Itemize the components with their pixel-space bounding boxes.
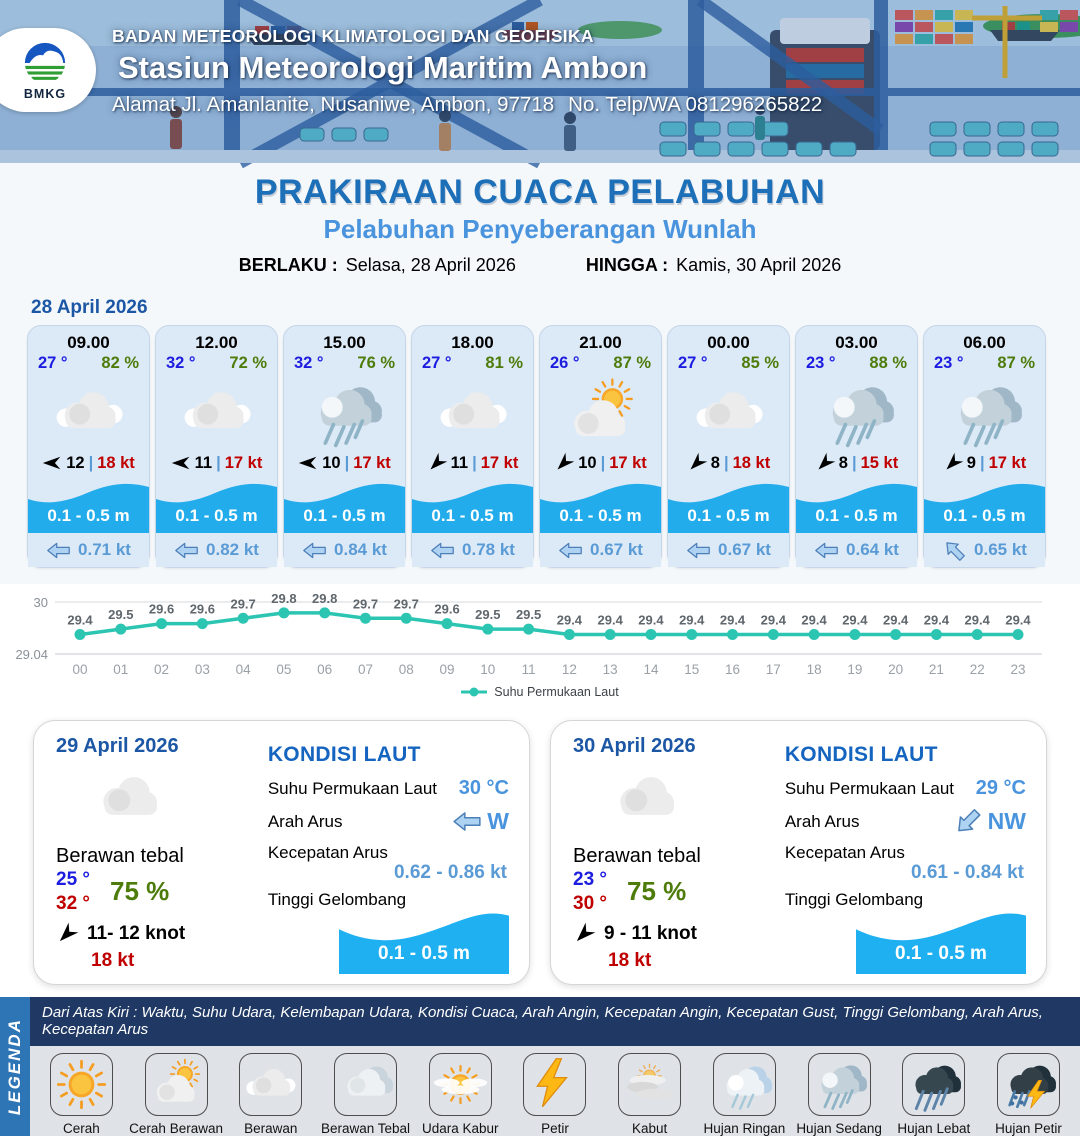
legend-item — [699, 1053, 789, 1136]
wind-direction-icon — [423, 449, 451, 477]
wind-direction-icon — [939, 449, 967, 477]
current-speed: 0.82 kt — [206, 540, 259, 559]
svg-text:29.6: 29.6 — [148, 601, 175, 617]
humidity: 87 % — [997, 354, 1035, 372]
wind-speed: 11 — [450, 453, 469, 472]
current-row — [412, 530, 533, 567]
daily-date: 29 April 2026 — [56, 735, 179, 757]
udara-kabur-icon — [429, 1053, 492, 1116]
current-direction-icon — [686, 541, 711, 560]
current-row — [284, 530, 405, 567]
chart-legend-marker-icon — [461, 687, 487, 697]
wave-height: 0.1 - 0.5 m — [559, 506, 642, 525]
current-direction-icon — [174, 541, 199, 560]
forecast-time: 15.00 — [323, 333, 366, 352]
wind-speed: 11 — [194, 453, 213, 472]
svg-text:12: 12 — [561, 662, 577, 677]
hujan-sedang-icon — [948, 376, 1022, 452]
daily-wind-speed: 11- 12 knot — [87, 922, 186, 944]
sea-conditions-title: KONDISI LAUT — [784, 743, 938, 766]
forecast-date: 28 April 2026 — [31, 297, 148, 318]
svg-text:08: 08 — [398, 662, 414, 677]
wind-gust-separator: | — [216, 453, 221, 472]
berawan-icon — [436, 376, 510, 452]
current-row — [540, 530, 661, 567]
air-temperature: 27 ° — [422, 354, 452, 372]
svg-text:29.5: 29.5 — [108, 607, 134, 623]
legend-item-label: Berawan Tebal — [320, 1121, 411, 1136]
current-row — [156, 530, 277, 567]
humidity: 81 % — [485, 354, 523, 372]
wave-height: 0.1 - 0.5 m — [303, 506, 386, 525]
sst-label: Suhu Permukaan Laut — [267, 778, 438, 798]
wave-height: 0.1 - 0.5 m — [431, 506, 514, 525]
wave-height-band — [540, 477, 661, 533]
berawan-icon — [52, 376, 126, 452]
forecast-card — [155, 325, 278, 568]
forecast-card — [539, 325, 662, 568]
daily-condition: Berawan tebal — [56, 845, 184, 867]
svg-text:29.6: 29.6 — [434, 601, 460, 617]
legend-item-label: Udara Kabur — [421, 1121, 499, 1136]
svg-text:29.5: 29.5 — [515, 607, 542, 623]
legend-item-label: Hujan Lebat — [897, 1121, 971, 1136]
daily-gust-speed: 18 kt — [91, 949, 135, 971]
hujan-sedang-icon — [808, 1053, 871, 1116]
sst-value: 30 °C — [458, 777, 509, 799]
chart-legend — [0, 682, 1080, 702]
svg-text:13: 13 — [602, 662, 618, 677]
legend-item — [510, 1053, 600, 1136]
legend-item-label: Berawan — [244, 1121, 298, 1136]
svg-text:29.4: 29.4 — [964, 612, 990, 628]
svg-text:03: 03 — [194, 662, 210, 677]
org-name: BADAN METEOROLOGI KLIMATOLOGI DAN GEOFISIKA — [112, 26, 594, 46]
wave-height-band — [28, 477, 149, 533]
wave-height-band — [156, 477, 277, 533]
forecast-time: 21.00 — [579, 333, 622, 352]
air-temperature: 32 ° — [294, 354, 324, 372]
air-temperature: 27 ° — [38, 354, 68, 372]
forecast-time: 06.00 — [963, 333, 1006, 352]
header-banner — [0, 0, 1080, 163]
forecast-time: 12.00 — [195, 333, 238, 352]
berawan-icon — [180, 376, 254, 452]
legend-item — [226, 1053, 316, 1136]
svg-text:20: 20 — [888, 662, 904, 677]
legend-item — [605, 1053, 695, 1136]
daily-date: 30 April 2026 — [573, 735, 696, 757]
svg-text:29.4: 29.4 — [760, 612, 786, 628]
air-temperature: 27 ° — [678, 354, 708, 372]
daily-current-direction-icon — [949, 803, 986, 840]
wind-row — [427, 453, 519, 473]
page-title: PRAKIRAAN CUACA PELABUHAN — [254, 173, 826, 211]
daily-gust-speed: 18 kt — [608, 949, 652, 971]
daily-humidity: 75 % — [110, 876, 170, 907]
legend-item-label: Hujan Ringan — [703, 1121, 786, 1136]
gust-speed: 18 kt — [732, 453, 771, 472]
wave-height: 0.1 - 0.5 m — [175, 506, 258, 525]
current-row — [796, 530, 917, 567]
daily-temp-min: 23 ° — [573, 869, 608, 890]
svg-text:06: 06 — [317, 662, 333, 677]
hujan-sedang-icon — [820, 376, 894, 452]
humidity: 88 % — [869, 354, 907, 372]
current-speed: 0.67 kt — [718, 540, 771, 559]
wind-direction-icon — [171, 453, 191, 473]
forecast-card — [411, 325, 534, 568]
humidity: 82 % — [101, 354, 139, 372]
daily-humidity: 75 % — [627, 876, 687, 907]
hourly-forecast-section — [0, 297, 1080, 584]
station-name: Stasiun Meteorologi Maritim Ambon — [118, 50, 648, 85]
wave-height-band — [924, 477, 1045, 533]
daily-forecast-card — [550, 720, 1047, 985]
svg-text:23: 23 — [1010, 662, 1026, 677]
svg-text:29.4: 29.4 — [923, 612, 950, 628]
forecast-card — [27, 325, 150, 568]
legend-item — [36, 1053, 126, 1136]
legend-sidebar-label: LEGENDA — [5, 1017, 24, 1116]
svg-text:29.5: 29.5 — [475, 607, 501, 623]
legend-item-label: Petir — [541, 1121, 569, 1136]
current-direction-label: Arah Arus — [784, 811, 860, 831]
svg-text:29.4: 29.4 — [882, 612, 909, 628]
forecast-time: 09.00 — [67, 333, 110, 352]
svg-text:29.6: 29.6 — [189, 601, 216, 617]
wind-speed: 10 — [322, 453, 341, 472]
daily-temp-max: 32 ° — [56, 892, 91, 914]
legend-item — [321, 1053, 411, 1136]
daily-temp-min: 25 ° — [56, 869, 91, 890]
legend-item — [984, 1053, 1074, 1136]
current-row — [668, 530, 789, 567]
daily-wave-height: 0.1 - 0.5 m — [895, 943, 987, 964]
svg-text:22: 22 — [969, 662, 985, 677]
validity-row — [0, 255, 1080, 276]
title-section — [0, 163, 1080, 297]
daily-temp-max: 30 ° — [573, 892, 608, 914]
svg-text:02: 02 — [154, 662, 170, 677]
svg-text:29.4: 29.4 — [842, 612, 868, 628]
daily-current-direction-icon — [452, 810, 482, 833]
current-speed: 0.67 kt — [590, 540, 643, 559]
daily-wave-height-box — [856, 904, 1026, 974]
bmkg-logo-text: BMKG — [23, 86, 67, 101]
legend-item — [889, 1053, 979, 1136]
humidity: 87 % — [613, 354, 651, 372]
wind-direction-icon — [811, 449, 839, 477]
wave-height-band — [284, 477, 405, 533]
berlaku-label: BERLAKU : — [238, 255, 338, 275]
gust-speed: 17 kt — [353, 453, 391, 472]
daily-wave-height-box — [339, 904, 509, 974]
wave-height: 0.1 - 0.5 m — [815, 506, 898, 525]
current-direction-icon — [430, 541, 455, 560]
petir-icon — [523, 1053, 586, 1116]
wind-row — [815, 453, 898, 473]
sst-label: Suhu Permukaan Laut — [784, 778, 955, 798]
current-row — [28, 530, 149, 567]
wind-gust-separator: | — [344, 453, 350, 472]
svg-text:29.7: 29.7 — [352, 596, 379, 612]
svg-text:30: 30 — [33, 595, 48, 610]
chart-legend-label: Suhu Permukaan Laut — [494, 685, 619, 699]
wind-row — [943, 453, 1026, 473]
current-speed: 0.71 kt — [78, 540, 131, 559]
station-phone: No. Telp/WA 081296265822 — [568, 93, 823, 116]
current-speed: 0.78 kt — [462, 540, 515, 559]
svg-text:29.4: 29.4 — [67, 612, 93, 628]
kabut-icon — [618, 1053, 681, 1116]
current-direction-icon — [558, 541, 583, 560]
legend-item-label: Cerah — [62, 1121, 100, 1136]
legend-item — [131, 1053, 221, 1136]
wind-direction-icon — [550, 449, 578, 477]
berawan-tebal-icon — [334, 1053, 397, 1116]
wind-gust-separator: | — [88, 453, 94, 472]
legend-item — [794, 1053, 884, 1136]
legend-item-label: Kabut — [632, 1121, 668, 1136]
svg-text:07: 07 — [357, 662, 373, 677]
legend-sidebar — [0, 997, 30, 1136]
gust-speed: 18 kt — [97, 453, 135, 472]
current-speed-value: 0.62 - 0.86 kt — [393, 862, 507, 883]
svg-text:04: 04 — [235, 662, 251, 677]
air-temperature: 32 ° — [166, 354, 196, 372]
berawan-icon — [692, 376, 766, 452]
svg-text:29.4: 29.4 — [801, 612, 827, 628]
air-temperature: 26 ° — [550, 354, 580, 372]
daily-wind-speed: 9 - 11 knot — [604, 922, 697, 944]
current-speed-value: 0.61 - 0.84 kt — [910, 862, 1024, 883]
humidity: 72 % — [229, 354, 267, 372]
hingga-value: Kamis, 30 April 2026 — [676, 255, 842, 275]
humidity: 85 % — [741, 354, 779, 372]
wind-direction-icon — [683, 449, 711, 477]
legend-item-label: Hujan Petir — [995, 1121, 1062, 1136]
gust-speed: 17 kt — [609, 453, 647, 472]
forecast-time: 03.00 — [835, 333, 878, 352]
station-address: Alamat Jl. Amanlanite, Nusaniwe, Ambon, 97718 — [112, 93, 555, 116]
current-direction-icon — [46, 541, 71, 560]
forecast-card — [923, 325, 1046, 568]
daily-weather-icon — [90, 760, 260, 843]
svg-text:09: 09 — [439, 662, 455, 677]
svg-text:16: 16 — [725, 662, 741, 677]
gust-speed: 17 kt — [480, 453, 519, 472]
forecast-time: 18.00 — [451, 333, 494, 352]
current-speed-label: Kecepatan Arus — [784, 843, 905, 862]
gust-speed: 17 kt — [224, 453, 263, 472]
svg-text:29.04: 29.04 — [15, 647, 48, 662]
current-speed: 0.84 kt — [334, 540, 387, 559]
wind-speed: 8 — [838, 453, 848, 472]
hujan-ringan-icon — [713, 1053, 776, 1116]
sst-chart-section — [0, 584, 1080, 712]
wave-height-band — [412, 477, 533, 533]
daily-forecast-section — [0, 712, 1080, 997]
wave-height: 0.1 - 0.5 m — [47, 506, 130, 525]
cerah-berawan-icon — [145, 1053, 208, 1116]
current-direction-icon — [939, 534, 970, 565]
wind-speed: 10 — [578, 453, 597, 472]
wind-row — [42, 453, 135, 473]
sst-value: 29 °C — [975, 777, 1026, 799]
wind-speed: 9 — [966, 453, 976, 472]
svg-text:29.4: 29.4 — [556, 612, 583, 628]
wind-row — [687, 453, 770, 473]
svg-text:29.8: 29.8 — [271, 590, 297, 606]
legend-item — [415, 1053, 505, 1136]
legend-item-label: Cerah Berawan — [129, 1121, 223, 1136]
svg-text:29.4: 29.4 — [679, 612, 705, 628]
bmkg-logo — [0, 28, 96, 112]
legend-section — [0, 997, 1080, 1136]
wave-height-label: Tinggi Gelombang — [784, 890, 924, 909]
wave-height-band — [796, 477, 917, 533]
legend-item-label: Hujan Sedang — [796, 1121, 882, 1136]
wind-speed: 12 — [66, 453, 85, 472]
daily-wave-height: 0.1 - 0.5 m — [378, 943, 470, 964]
legend-items-row — [30, 1046, 1080, 1136]
forecast-card — [667, 325, 790, 568]
forecast-card — [283, 325, 406, 568]
svg-text:29.4: 29.4 — [1005, 612, 1031, 628]
svg-text:05: 05 — [276, 662, 292, 677]
svg-text:18: 18 — [806, 662, 822, 677]
current-direction-icon — [302, 541, 327, 560]
wind-row — [554, 453, 647, 473]
gust-speed: 15 kt — [860, 453, 899, 472]
wind-gust-separator: | — [851, 453, 857, 472]
current-speed: 0.64 kt — [846, 540, 899, 559]
sst-chart — [0, 590, 1080, 682]
berlaku-value: Selasa, 28 April 2026 — [345, 255, 516, 275]
hujan-lebat-icon — [902, 1053, 965, 1116]
current-speed: 0.65 kt — [974, 540, 1027, 559]
sea-conditions-title: KONDISI LAUT — [267, 743, 421, 766]
legend-note: Dari Atas Kiri : Waktu, Suhu Udara, Kelembapan Udara, Kondisi Cuaca, Arah Angin, Kecepatan Angin, Kecepatan Gust, Tinggi Gelombang, Arah Arus, Kecepatan Arus — [30, 997, 1080, 1046]
svg-text:14: 14 — [643, 662, 659, 677]
forecast-card — [795, 325, 918, 568]
hujan-sedang-icon — [308, 376, 382, 452]
daily-wind-direction-icon — [568, 918, 599, 949]
current-direction-label: Arah Arus — [267, 811, 343, 831]
svg-text:19: 19 — [847, 662, 863, 677]
gust-speed: 17 kt — [988, 453, 1027, 472]
wind-speed: 8 — [710, 453, 720, 472]
daily-forecast-card — [33, 720, 530, 985]
berawan-icon — [239, 1053, 302, 1116]
daily-condition: Berawan tebal — [573, 845, 701, 867]
svg-text:29.8: 29.8 — [312, 590, 338, 606]
cerah-berawan-icon — [564, 376, 638, 452]
wind-gust-separator: | — [472, 453, 477, 472]
page-subtitle: Pelabuhan Penyeberangan Wunlah — [323, 214, 757, 244]
hujan-petir-icon — [997, 1053, 1060, 1116]
svg-text:29.4: 29.4 — [638, 612, 664, 628]
daily-wind-direction-icon — [51, 918, 82, 949]
wind-row — [298, 453, 391, 473]
forecast-cards-row — [27, 325, 1053, 568]
current-direction-value: NW — [987, 808, 1026, 834]
svg-text:29.7: 29.7 — [393, 596, 419, 612]
svg-text:11: 11 — [521, 662, 536, 677]
svg-text:29.4: 29.4 — [719, 612, 746, 628]
svg-text:29.7: 29.7 — [230, 596, 256, 612]
wave-height: 0.1 - 0.5 m — [943, 506, 1026, 525]
svg-text:17: 17 — [765, 662, 781, 677]
wind-gust-separator: | — [723, 453, 729, 472]
current-direction-icon — [814, 541, 839, 560]
hingga-label: HINGGA : — [585, 255, 669, 275]
current-speed-label: Kecepatan Arus — [267, 843, 388, 862]
svg-text:01: 01 — [113, 662, 129, 677]
wind-row — [171, 453, 263, 473]
air-temperature: 23 ° — [934, 354, 964, 372]
wind-gust-separator: | — [600, 453, 606, 472]
wind-direction-icon — [42, 453, 62, 473]
wave-height: 0.1 - 0.5 m — [687, 506, 770, 525]
svg-text:21: 21 — [928, 662, 944, 677]
current-direction-value: W — [487, 808, 509, 834]
wave-height-label: Tinggi Gelombang — [267, 890, 407, 909]
wind-direction-icon — [298, 453, 318, 473]
cerah-icon — [50, 1053, 113, 1116]
svg-text:10: 10 — [480, 662, 496, 677]
humidity: 76 % — [357, 354, 395, 372]
bmkg-emblem-icon — [22, 40, 68, 86]
air-temperature: 23 ° — [806, 354, 836, 372]
wave-height-band — [668, 477, 789, 533]
current-row — [924, 530, 1045, 567]
forecast-time: 00.00 — [707, 333, 750, 352]
svg-text:00: 00 — [72, 662, 88, 677]
svg-text:15: 15 — [684, 662, 700, 677]
daily-weather-icon — [607, 760, 777, 843]
svg-text:29.4: 29.4 — [597, 612, 623, 628]
wind-gust-separator: | — [979, 453, 985, 472]
